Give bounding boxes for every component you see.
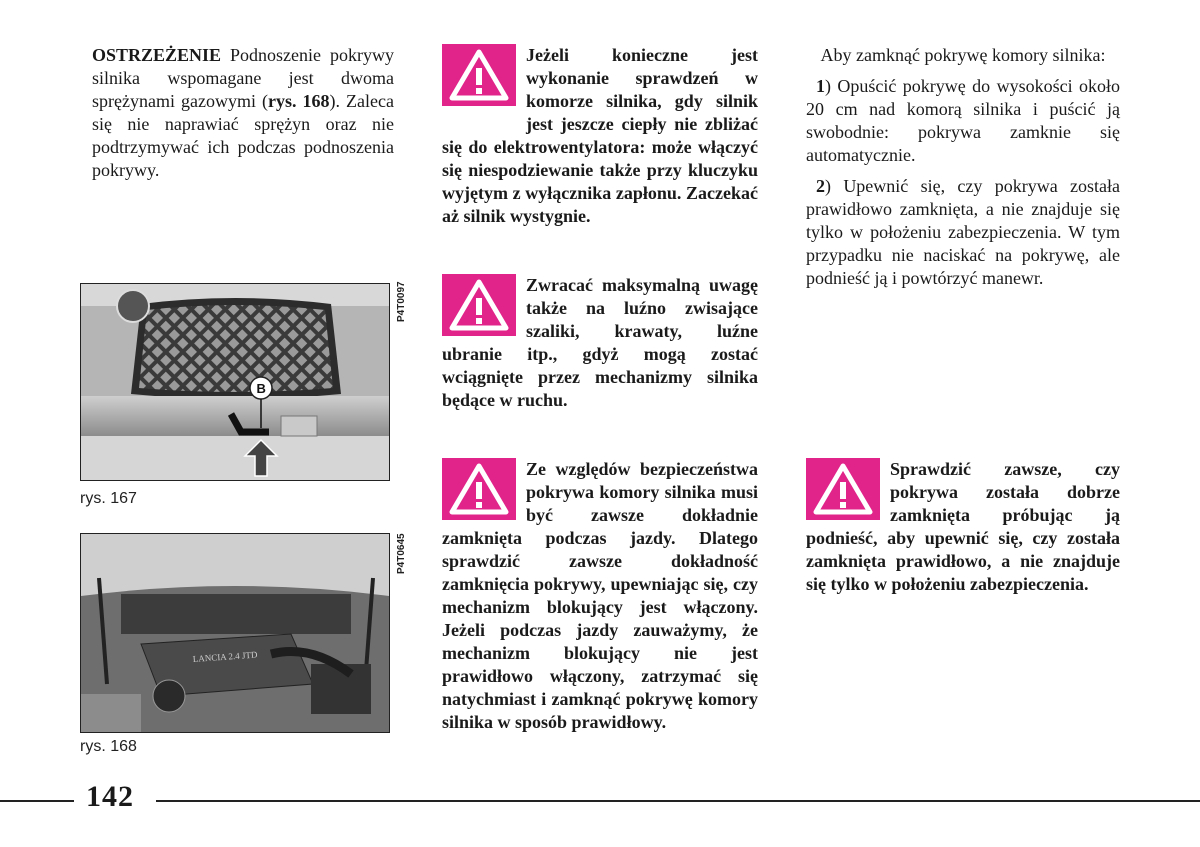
figure-code: P4T0097 [396,281,407,322]
step-text: ) Opuścić pokrywę do wysokości około 20 cm nad komorą silnika i puścić ją swobodnie: pokrywa zamknie się automatycznie. [806,76,1120,165]
warning-block-hood-closed [442,458,758,734]
warning-triangle-icon [442,274,516,336]
step-text: ) Upewnić się, czy pokrywa została prawidłowo zamknięta, a nie znajduje się tylko w położeniu zabezpieczenia. W tym przypadku nie naciskać na pokrywę, ale podnieść ją i powtórzyć manewr. [806,176,1120,288]
closing-instructions [806,44,1120,290]
warning-text: Podnoszenie pokrywy silnika wspomagane jest dwoma sprężynami gazowymi ( [92,45,394,111]
warning-label: OSTRZEŻENIE [92,45,222,65]
step-number: 2 [816,176,825,196]
step-number: 1 [816,76,825,96]
engine-badge: LANCIA 2.4 JTD [192,649,258,664]
figure-caption: rys. 168 [80,738,137,755]
engine-bay-illustration [81,534,389,732]
warning-text-content: Ze względów bezpieczeństwa pokrywa komory silnika musi być zawsze dokładnie zamknięta podczas jazdy. Dlatego sprawdzić zawsze dokładność zamknięcia pokrywy, upewniając się, czy mechanizm blokujący jest włączony. Jeżeli podczas jazdy zauważymy, że mechanizm blokujący nie jest prawidłowo włączony, zatrzymać się natychmiast i zamknąć pokrywę komory silnika w sposób prawidłowy. [442,459,758,732]
figure-grille [80,283,390,481]
warning-block-check-closed [806,458,1120,596]
closing-intro: Aby zamknąć pokrywę komory silnika: [820,45,1106,65]
callout-b-label: B [256,381,266,396]
step-2 [806,175,1120,290]
warning-text-content: Zwracać maksymalną uwagę także na luźno zwisające szaliki, krawaty, luźne ubranie itp., gdyż mogą zostać wciągnięte przez mechanizmy silnika będące w ruchu. [442,275,758,410]
figure-reference: rys. 168 [268,91,330,111]
page-number: 142 [86,780,134,813]
warning-text-end: ). Zaleca się nie naprawiać sprężyn oraz nie podtrzymywać ich podczas podnoszenia pokrywy. [92,91,395,180]
warning-paragraph [92,44,394,182]
warning-block-loose-clothing [442,274,758,412]
figure-engine-bay [80,533,390,733]
footer-rule-left [0,800,74,802]
warning-triangle-icon [442,458,516,520]
footer-rule-right [156,800,1200,802]
figure-caption: rys. 167 [80,490,137,507]
warning-text-content: Sprawdzić zawsze, czy pokrywa została dobrze zamknięta próbując ją podnieść, aby upewnić się, czy została zamknięta prawidłowo, a nie znajduje się tylko w położeniu zabezpieczenia. [806,459,1120,594]
warning-text-content: Jeżeli konieczne jest wykonanie sprawdzeń w komorze silnika, gdy silnik jest jeszcze ciepły nie zbliżać się do elektrowentylatora: może włączyć się niespodziewanie także przy kluczyku wyjętym z wyłącznika zapłonu. Zaczekać aż silnik wystygnie. [442,45,758,226]
figure-code: P4T0645 [396,533,407,574]
warning-block-hot-engine [442,44,758,228]
grille-illustration [81,284,389,480]
warning-triangle-icon [806,458,880,520]
step-1 [806,75,1120,167]
warning-triangle-icon [442,44,516,106]
